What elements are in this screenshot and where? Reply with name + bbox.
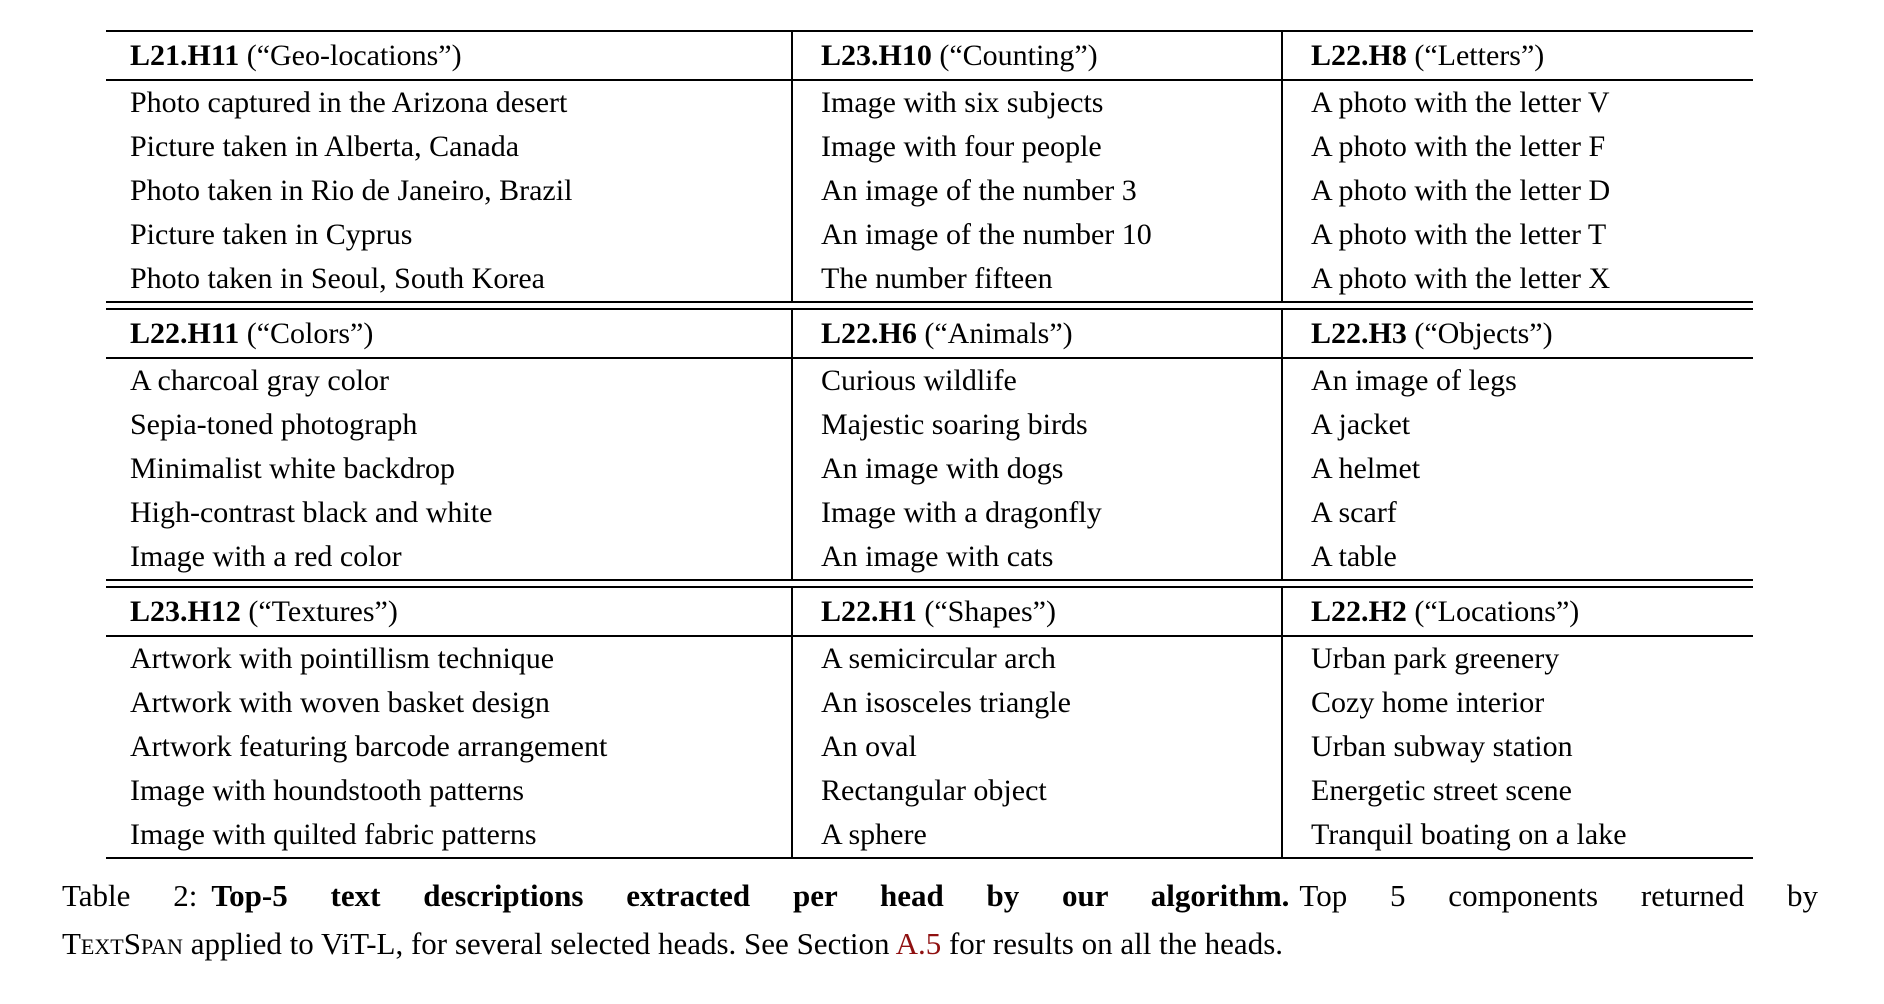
table-group-row-2: [106, 308, 1753, 581]
description-cell: An image with cats: [791, 535, 1281, 579]
table-group-row-1: [106, 30, 1753, 303]
caption-line1-rest: Top 5 components returned by: [1299, 878, 1819, 913]
description-cell: Picture taken in Alberta, Canada: [130, 130, 520, 163]
description-cell: Photo taken in Seoul, South Korea: [130, 262, 545, 295]
description-cell: Image with six subjects: [791, 81, 1281, 125]
head-id: L23.H10: [821, 39, 932, 72]
description-cell: The number fifteen: [791, 257, 1281, 301]
section-a5-link[interactable]: A.5: [895, 926, 942, 961]
head-L22-H11: [106, 310, 791, 359]
description-cell: Energetic street scene: [1281, 769, 1753, 813]
head-id: L22.H1: [821, 595, 917, 628]
description-cell: A helmet: [1281, 447, 1753, 491]
table-group-row-3: [106, 586, 1753, 859]
head-id: L23.H12: [130, 595, 241, 628]
description-cell: Image with a dragonfly: [791, 491, 1281, 535]
caption-label: Table 2:: [62, 878, 198, 913]
head-L23-H12: [106, 588, 791, 637]
description-cell: A jacket: [1281, 403, 1753, 447]
caption-line2-mid: applied to ViT-L, for several selected heads. See Section: [182, 926, 896, 961]
description-cell: An image of legs: [1281, 359, 1753, 403]
description-cell: Picture taken in Cyprus: [130, 218, 413, 251]
description-cell: A photo with the letter D: [1281, 169, 1753, 213]
head-topic: (“Animals”): [924, 317, 1073, 350]
head-L22-H8: [1281, 32, 1753, 81]
description-cell: An oval: [791, 725, 1281, 769]
description-cell: Image with four people: [791, 125, 1281, 169]
head-L22-H2: [1281, 588, 1753, 637]
head-L23-H10: [791, 32, 1281, 81]
description-cell: Sepia-toned photograph: [130, 408, 418, 441]
description-cell: Artwork with pointillism technique: [130, 642, 555, 675]
head-id: L22.H8: [1311, 39, 1407, 72]
description-cell: Artwork featuring barcode arrangement: [130, 730, 608, 763]
head-L22-H3: [1281, 310, 1753, 359]
description-cell: Image with a red color: [130, 540, 402, 573]
head-topic: (“Geo-locations”): [246, 39, 462, 72]
description-cell: Rectangular object: [791, 769, 1281, 813]
description-cell: Photo taken in Rio de Janeiro, Brazil: [130, 174, 573, 207]
description-cell: Image with quilted fabric patterns: [130, 818, 537, 851]
description-cell: A photo with the letter X: [1281, 257, 1753, 301]
head-id: L22.H11: [130, 317, 240, 350]
description-cell: Image with houndstooth patterns: [130, 774, 525, 807]
description-cell: Majestic soaring birds: [791, 403, 1281, 447]
caption-line-2: [62, 920, 1818, 968]
method-name: TextSpan: [62, 926, 183, 961]
description-cell: A sphere: [791, 813, 1281, 857]
description-cell: Cozy home interior: [1281, 681, 1753, 725]
head-id: L22.H3: [1311, 317, 1407, 350]
head-id: L22.H6: [821, 317, 917, 350]
description-cell: An isosceles triangle: [791, 681, 1281, 725]
table-caption: [62, 872, 1818, 968]
head-topic: (“Locations”): [1414, 595, 1580, 628]
head-topic: (“Textures”): [248, 595, 398, 628]
head-topic: (“Objects”): [1414, 317, 1553, 350]
description-cell: A charcoal gray color: [130, 364, 390, 397]
caption-line-1: [62, 872, 1818, 920]
description-cell: Minimalist white backdrop: [130, 452, 455, 485]
description-cell: Tranquil boating on a lake: [1281, 813, 1753, 857]
caption-line2-end: for results on all the heads.: [941, 926, 1284, 961]
head-id: L21.H11: [130, 39, 240, 72]
table-2: [106, 30, 1753, 859]
description-cell: Urban park greenery: [1281, 637, 1753, 681]
head-topic: (“Counting”): [939, 39, 1098, 72]
head-topic: (“Colors”): [246, 317, 374, 350]
head-topic: (“Shapes”): [924, 595, 1056, 628]
description-cell: A semicircular arch: [791, 637, 1281, 681]
description-cell: An image with dogs: [791, 447, 1281, 491]
description-cell: Photo captured in the Arizona desert: [130, 86, 568, 119]
head-L22-H6: [791, 310, 1281, 359]
head-L22-H1: [791, 588, 1281, 637]
description-cell: A scarf: [1281, 491, 1753, 535]
description-cell: A photo with the letter T: [1281, 213, 1753, 257]
caption-bold-title: Top-5 text descriptions extracted per head by our algorithm.: [211, 878, 1290, 913]
head-L21-H11: [106, 32, 791, 81]
description-cell: Artwork with woven basket design: [130, 686, 550, 719]
description-cell: A table: [1281, 535, 1753, 579]
description-cell: A photo with the letter F: [1281, 125, 1753, 169]
description-cell: High-contrast black and white: [130, 496, 493, 529]
description-cell: An image of the number 10: [791, 213, 1281, 257]
description-cell: Urban subway station: [1281, 725, 1753, 769]
description-cell: Curious wildlife: [791, 359, 1281, 403]
head-topic: (“Letters”): [1414, 39, 1545, 72]
head-id: L22.H2: [1311, 595, 1407, 628]
description-cell: An image of the number 3: [791, 169, 1281, 213]
description-cell: A photo with the letter V: [1281, 81, 1753, 125]
